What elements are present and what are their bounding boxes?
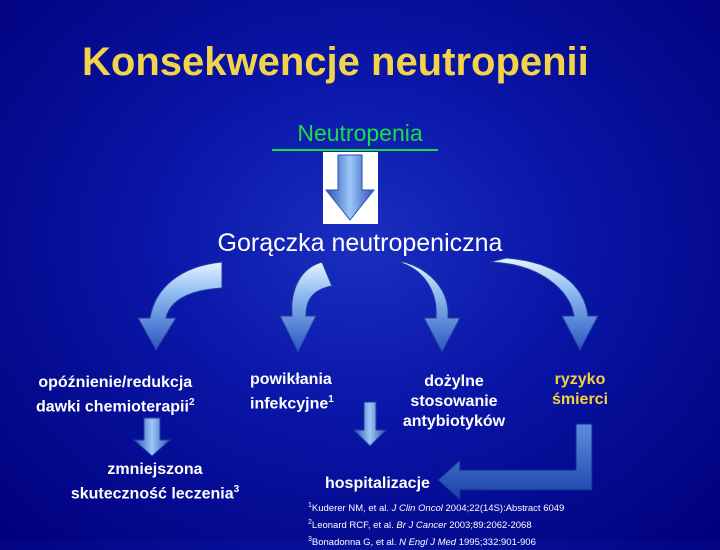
node-death-line1: ryzyko bbox=[554, 371, 606, 388]
fever-label: Gorączka neutropeniczna bbox=[217, 229, 503, 257]
references bbox=[308, 499, 564, 550]
node-death-line2: śmierci bbox=[551, 391, 609, 408]
curved-arrow-infection bbox=[280, 262, 332, 352]
node-hospitalization: hospitalizacje bbox=[325, 475, 430, 492]
node-infection-line1: powikłania bbox=[250, 371, 332, 388]
infection-down-arrow bbox=[354, 402, 386, 446]
node-iv bbox=[394, 372, 514, 432]
node-iv-line2: stosowanie bbox=[410, 393, 498, 410]
fever-arrow bbox=[323, 152, 378, 224]
node-reduced-line1: zmniejszona bbox=[107, 461, 203, 478]
reference-1: $^1$Kuderer NM, et al. J Clin Oncol 2004;22(14S):Abstract 6049 bbox=[308, 502, 565, 515]
node-iv-line3: antybiotyków bbox=[402, 413, 506, 430]
reference-3: $^3$Bonadonna G, et al. N Engl J Med 1995;332:901-906 bbox=[308, 536, 536, 549]
curved-arrow-iv bbox=[398, 262, 460, 352]
node-infection bbox=[250, 370, 334, 414]
node-infection-line2: infekcyjne$^1$ bbox=[250, 394, 334, 413]
reference-2: $^2$Leonard RCF, et al. Br J Cancer 2003;89:2062-2068 bbox=[308, 519, 532, 532]
page-title: Konsekwencje neutropenii bbox=[82, 40, 589, 84]
root-label: Neutropenia bbox=[297, 120, 423, 146]
node-delay-line1: opóźnienie/redukcja bbox=[38, 374, 193, 391]
node-death bbox=[540, 370, 620, 410]
curved-arrow-death bbox=[490, 258, 598, 350]
node-reduced-line2: skuteczność leczenia$^3$ bbox=[70, 484, 240, 503]
node-delay bbox=[36, 373, 195, 417]
node-delay-line2: dawki chemioterapii$^2$ bbox=[36, 397, 195, 416]
root-underline bbox=[272, 149, 438, 151]
hospitalization-arrow bbox=[438, 424, 592, 500]
node-reduced bbox=[60, 460, 250, 504]
curved-arrow-delay bbox=[138, 262, 222, 350]
node-iv-line1: dożylne bbox=[424, 373, 484, 390]
reduced-arrow bbox=[134, 418, 170, 456]
